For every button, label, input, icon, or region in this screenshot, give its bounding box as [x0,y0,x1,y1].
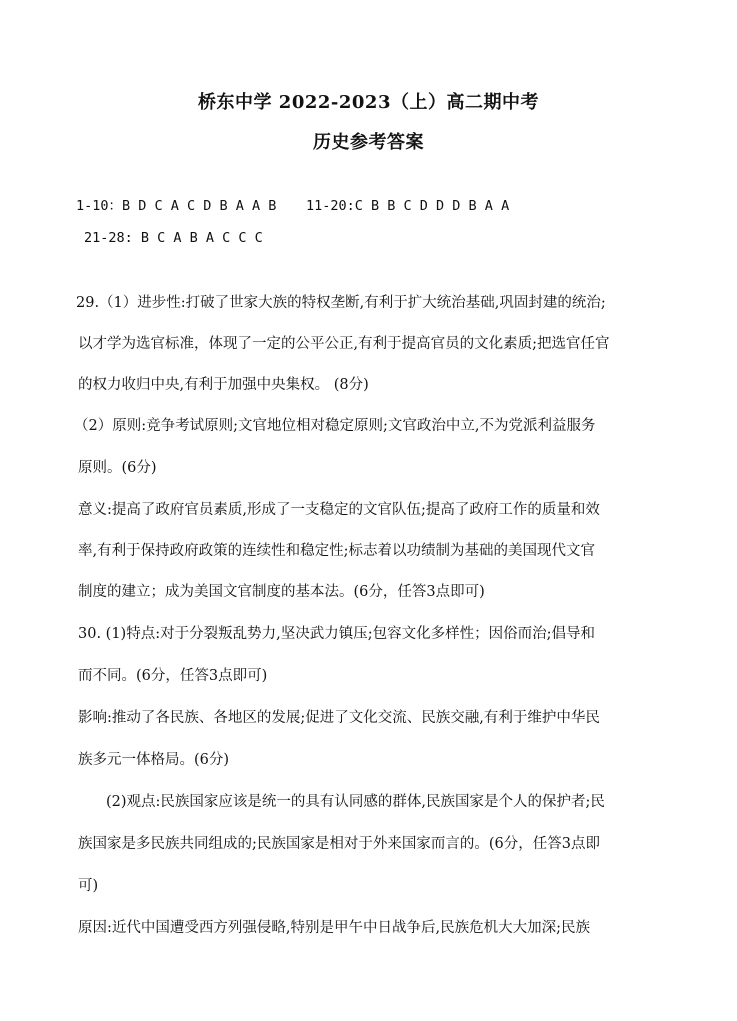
q30-impact-line2: 族多元一体格局。(6分) [78,752,230,768]
q29-part1-line3: 的权力收归中央,有利于加强中央集权。 (8分) [78,377,369,393]
q30-part1-line1: 30. (1)特点:对于分裂叛乱势力,坚决武力镇压;包容文化多样性；因俗而治;倡导和 [78,626,595,642]
answer-key-11-20: 11-20:C B B C D D D B A A [306,198,510,214]
answer-key-21-28: 21-28: B C A B A C C C [84,230,263,246]
q30-impact-line1: 影响:推动了各民族、各地区的发展;促进了文化交流、民族交融,有利于维护中华民 [78,710,600,726]
q29-part2-line1: （2）原则:竞争考试原则;文官地位相对稳定原则;文官政治中立,不为党派利益服务 [74,418,596,434]
q29-significance-line3: 制度的建立；成为美国文官制度的基本法。(6分，任答3点即可) [78,584,485,600]
answer-key-1-10: 1-10：B D C A C D B A A B [76,198,277,214]
document-subtitle: 历史参考答案 [313,132,424,153]
q29-significance-line2: 率,有利于保持政府政策的连续性和稳定性;标志着以功绩制为基础的美国现代文官 [78,543,595,559]
q30-part2-line3: 可) [78,878,99,894]
q29-significance-line1: 意义:提高了政府官员素质,形成了一支稳定的文官队伍;提高了政府工作的质量和效 [78,502,600,518]
q29-part2-line2: 原则。(6分) [78,460,157,476]
q30-part1-line2: 而不同。(6分，任答3点即可) [78,668,268,684]
q29-part1-line1: 29.（1）进步性:打破了世家大族的特权垄断,有利于扩大统治基础,巩固封建的统治; [76,295,606,311]
q30-part2-line1: (2)观点:民族国家应该是统一的具有认同感的群体,民族国家是个人的保护者;民 [106,794,605,810]
document-title: 桥东中学 2022-2023（上）高二期中考 [198,92,539,113]
q29-part1-line2: 以才学为选官标准，体现了一定的公平公正,有利于提高官员的文化素质;把选官任官 [78,336,610,352]
q30-part2-line2: 族国家是多民族共同组成的;民族国家是相对于外来国家而言的。(6分，任答3点即 [78,836,600,852]
q30-reason-line1: 原因:近代中国遭受西方列强侵略,特别是甲午中日战争后,民族危机大大加深;民族 [78,920,590,936]
